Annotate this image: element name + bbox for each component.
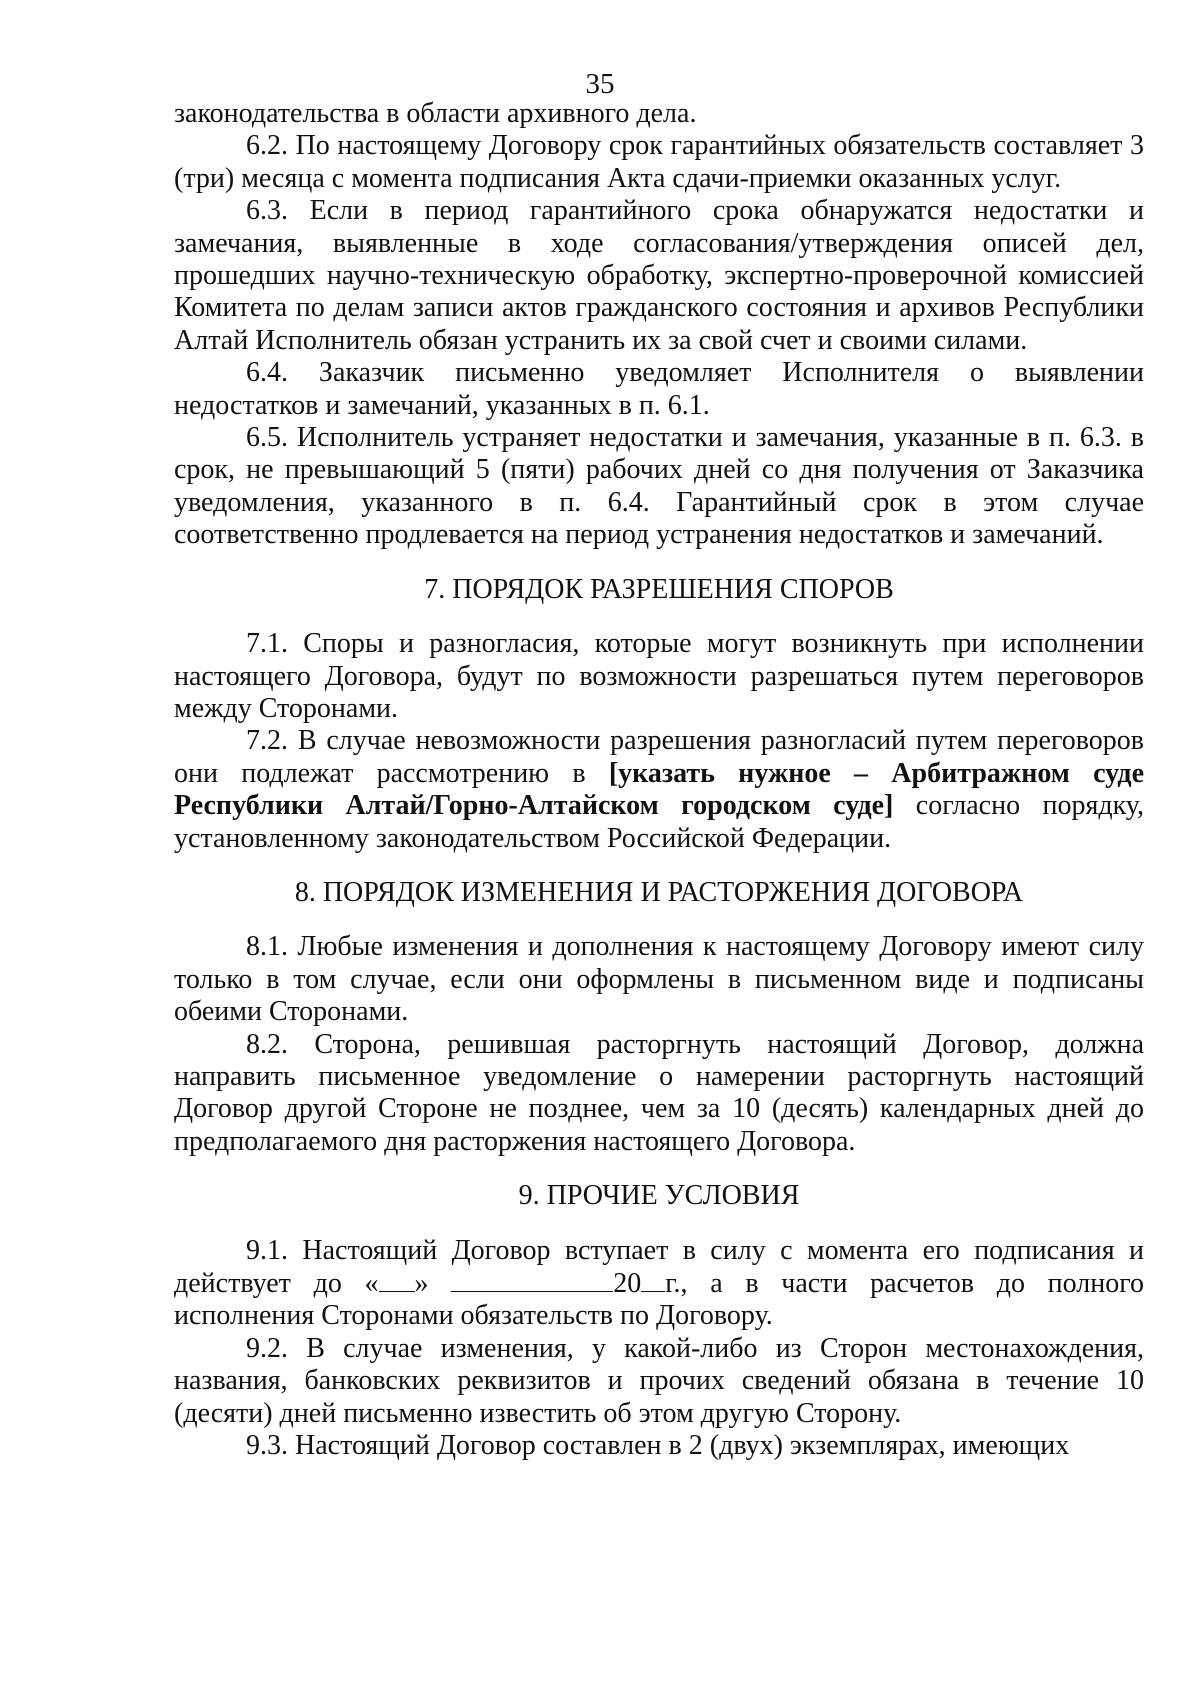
day-blank-line bbox=[379, 1267, 415, 1292]
paragraph-6-5: 6.5. Исполнитель устраняет недостатки и замечания, указанные в п. 6.3. в срок, не превышающий 5 (пяти) рабочих дней со дня получения от Заказчика уведомления, указанного в п. 6.4. Гарантийный срок в этом случае соответственно продлевается на период устранения недостатков и замечаний. bbox=[174, 422, 1144, 551]
paragraph-7-2 bbox=[174, 725, 1144, 855]
paragraph-9-1-c: 20 bbox=[613, 1268, 642, 1299]
paragraph-6-4: 6.4. Заказчик письменно уведомляет Исполнителя о выявлении недостатков и замечаний, указанных в п. 6.1. bbox=[174, 357, 1144, 421]
section-heading-9: 9. ПРОЧИЕ УСЛОВИЯ bbox=[518, 1180, 800, 1212]
paragraph-8-1: 8.1. Любые изменения и дополнения к настоящему Договору имеют силу только в том случае, если они оформлены в письменном виде и подписаны обеими Сторонами. bbox=[174, 931, 1144, 1028]
paragraph-7-2-end: согласно порядку, установленному законодательством Российской Федерации. bbox=[174, 790, 1144, 854]
document-body bbox=[174, 98, 1144, 1462]
paragraph-6-3: 6.3. Если в период гарантийного срока обнаружатся недостатки и замечания, выявленные в ходе согласования/утверждения описей дел, прошедших научно-техническую обработку, экспертно-проверочной комиссией Комитета по делам записи актов гражданского состояния и архивов Республики Алтай Исполнитель обязан устранить их за свой счет и своими силами. bbox=[174, 195, 1144, 356]
month-blank-line bbox=[451, 1267, 613, 1292]
year-blank-line bbox=[641, 1267, 665, 1292]
paragraph-9-1-a: 9.1. Настоящий Договор вступает в силу с момента его подписания и действует до « bbox=[174, 1234, 1144, 1299]
section-heading-8: 8. ПОРЯДОК ИЗМЕНЕНИЯ И РАСТОРЖЕНИЯ ДОГОВОРА bbox=[294, 876, 1024, 908]
paragraph-9-1-d: г., а в части расчетов до полного исполнения Сторонами обязательств по Договору. bbox=[174, 1268, 1144, 1332]
paragraph-7-2-court-placeholder: [указать нужное – Арбитражном суде Республики Алтай/Горно-Алтайском городском суде] bbox=[174, 757, 1144, 822]
page-number: 35 bbox=[585, 68, 615, 100]
paragraph-9-1 bbox=[174, 1235, 1144, 1333]
paragraph-6-2: 6.2. По настоящему Договору срок гарантийных обязательств составляет 3 (три) месяца с момента подписания Акта сдачи-приемки оказанных услуг. bbox=[174, 130, 1144, 194]
paragraph-9-1-b: » bbox=[414, 1268, 452, 1299]
paragraph-9-3: 9.3. Настоящий Договор составлен в 2 (двух) экземплярах, имеющих bbox=[246, 1430, 1070, 1462]
paragraph-7-2-start: 7.2. В случае невозможности разрешения разногласий путем переговоров они подлежат рассмотрению в bbox=[174, 725, 1144, 789]
paragraph-7-1: 7.1. Споры и разногласия, которые могут возникнуть при исполнении настоящего Договора, будут по возможности разрешаться путем переговоров между Сторонами. bbox=[174, 628, 1144, 724]
paragraph-8-2: 8.2. Сторона, решившая расторгнуть настоящий Договор, должна направить письменное уведомление о намерении расторгнуть настоящий Договор другой Стороне не позднее, чем за 10 (десять) календарных дней до предполагаемого дня расторжения настоящего Договора. bbox=[174, 1028, 1144, 1157]
paragraph-9-2: 9.2. В случае изменения, у какой-либо из Сторон местонахождения, названия, банковских реквизитов и прочих сведений обязана в течение 10 (десяти) дней письменно известить об этом другую Сторону. bbox=[174, 1332, 1144, 1429]
section-heading-7: 7. ПОРЯДОК РАЗРЕШЕНИЯ СПОРОВ bbox=[424, 573, 894, 605]
paragraph-continuation: законодательства в области архивного дела. bbox=[174, 98, 697, 129]
